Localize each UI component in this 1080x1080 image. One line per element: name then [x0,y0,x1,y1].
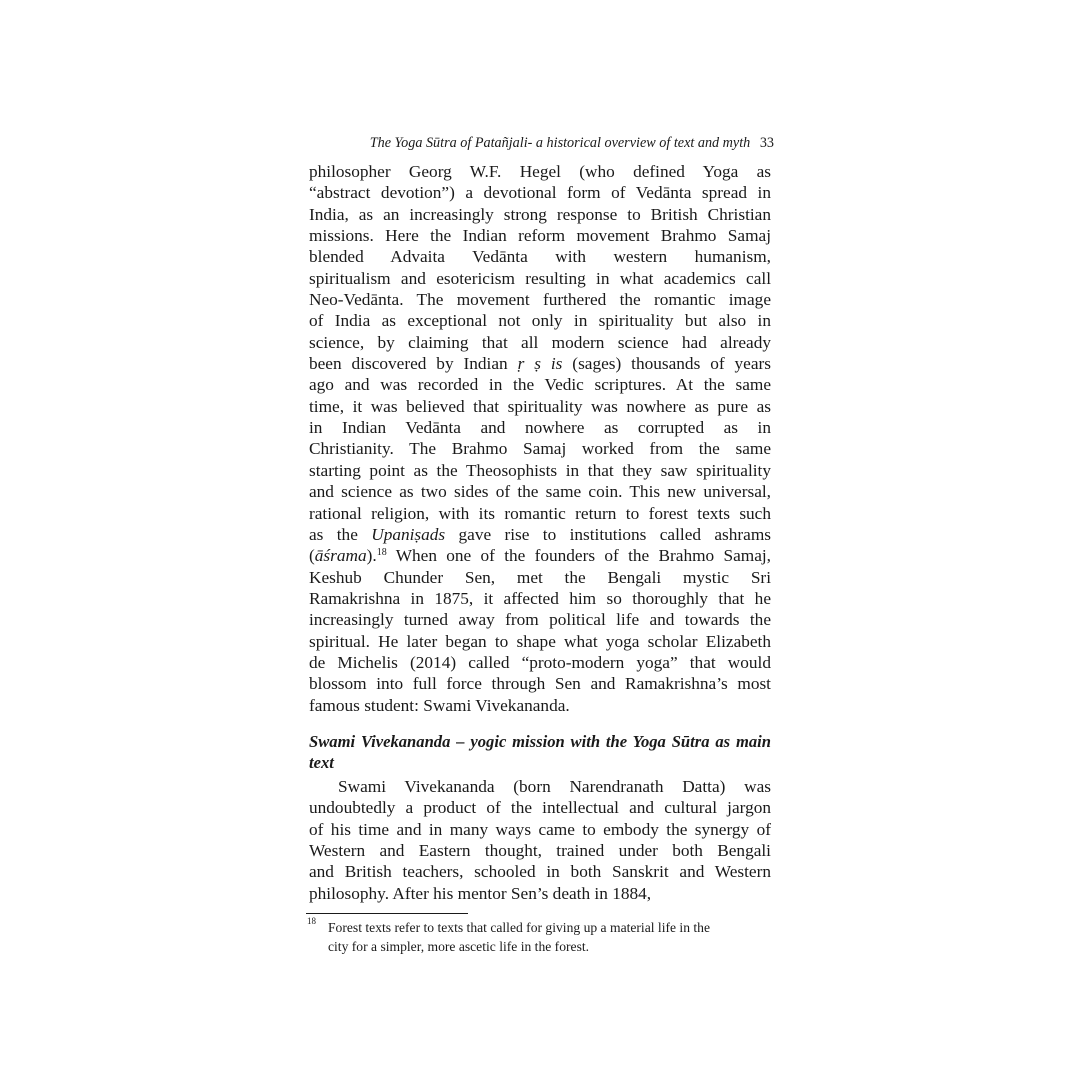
text-line: in Indian Vedānta and nowhere as corrupted as in [309,418,771,438]
text-line: of India as exceptional not only in spirituality but also in [309,311,771,331]
italic-term: Upaniṣads [371,524,446,544]
italic-term: ṛ ṣ is [517,354,563,374]
text-line: philosophy. After his mentor Sen’s death in 1884, [309,883,652,903]
text-line: undoubtedly a product of the intellectual and cultural jargon [309,798,771,818]
section-heading [309,731,771,773]
footnote [307,918,771,956]
running-head [308,133,774,153]
text-line: time, it was believed that spirituality was nowhere as pure as [309,396,771,416]
italic-term: āśrama [314,546,367,566]
text-line: spiritualism and esotericism resulting in what academics call [309,268,771,288]
footnote-line: city for a simpler, more ascetic life in the forest. [328,939,590,954]
text-line: India, as an increasingly strong response to British Christian [309,204,771,224]
text-line: blossom into full force through Sen and Ramakrishna’s most [309,674,771,694]
text-line: spiritual. He later began to shape what yoga scholar Elizabeth [309,631,771,651]
text-line: and science as two sides of the same coin. This new universal, [309,482,771,502]
text-line: philosopher Georg W.F. Hegel (who defined Yoga as [309,162,771,181]
text-line: starting point as the Theosophists in that they saw spirituality [309,460,771,480]
text-line: science, by claiming that all modern science had already [309,332,771,352]
page-number: 33 [759,135,774,151]
footnote-reference[interactable]: 18 [376,547,387,559]
text-line: rational religion, with its romantic return to forest texts such [309,503,771,523]
text-line: Western and Eastern thought, trained under both Bengali [309,841,771,861]
footnote-line: Forest texts refer to texts that called for giving up a material life in the [328,920,711,935]
text-line: text [309,753,334,772]
text-line: increasingly turned away from political life and towards the [309,610,771,630]
text-line: “abstract devotion”) a devotional form of Vedānta spread in [309,183,771,203]
text-line: Christianity. The Brahmo Samaj worked from the same [309,439,771,459]
text-line: Swami Vivekananda (born Narendranath Datta) was [338,777,771,796]
text-line: Swami Vivekananda – yogic mission with the Yoga Sūtra as main [309,732,771,751]
text-line: Keshub Chunder Sen, met the Bengali mystic Sri [309,567,771,587]
footnote-marker: 18 [307,916,316,926]
running-head-title: The Yoga Sūtra of Patañjali- a historical overview of text and myth [369,135,751,151]
text-line: as the Upaniṣads gave rise to institutions called ashrams [309,524,771,544]
text-line: of his time and in many ways came to embody the synergy of [309,819,771,839]
text-line: famous student: Swami Vivekananda. [309,695,570,715]
text-line: de Michelis (2014) called “proto-modern yoga” that would [309,652,771,672]
footnote-rule [306,913,468,914]
text-line: and British teachers, schooled in both Sanskrit and Western [309,862,771,882]
text-line: Ramakrishna in 1875, it affected him so thoroughly that he [309,588,771,608]
text-line: ago and was recorded in the Vedic scriptures. At the same [309,375,771,395]
text-line: Neo-Vedānta. The movement furthered the romantic image [309,290,771,310]
text-line: (āśrama).$^{18}$ When one of the founders of the Brahmo Samaj, [309,546,771,566]
body-paragraph-1 [309,161,771,716]
text-line: blended Advaita Vedānta with western humanism, [309,247,771,267]
body-paragraph-2 [309,776,771,904]
text-line: missions. Here the Indian reform movement Brahmo Samaj [309,226,771,246]
text-line: been discovered by Indian ṛ ṣ is (sages) thousands of years [309,354,771,374]
